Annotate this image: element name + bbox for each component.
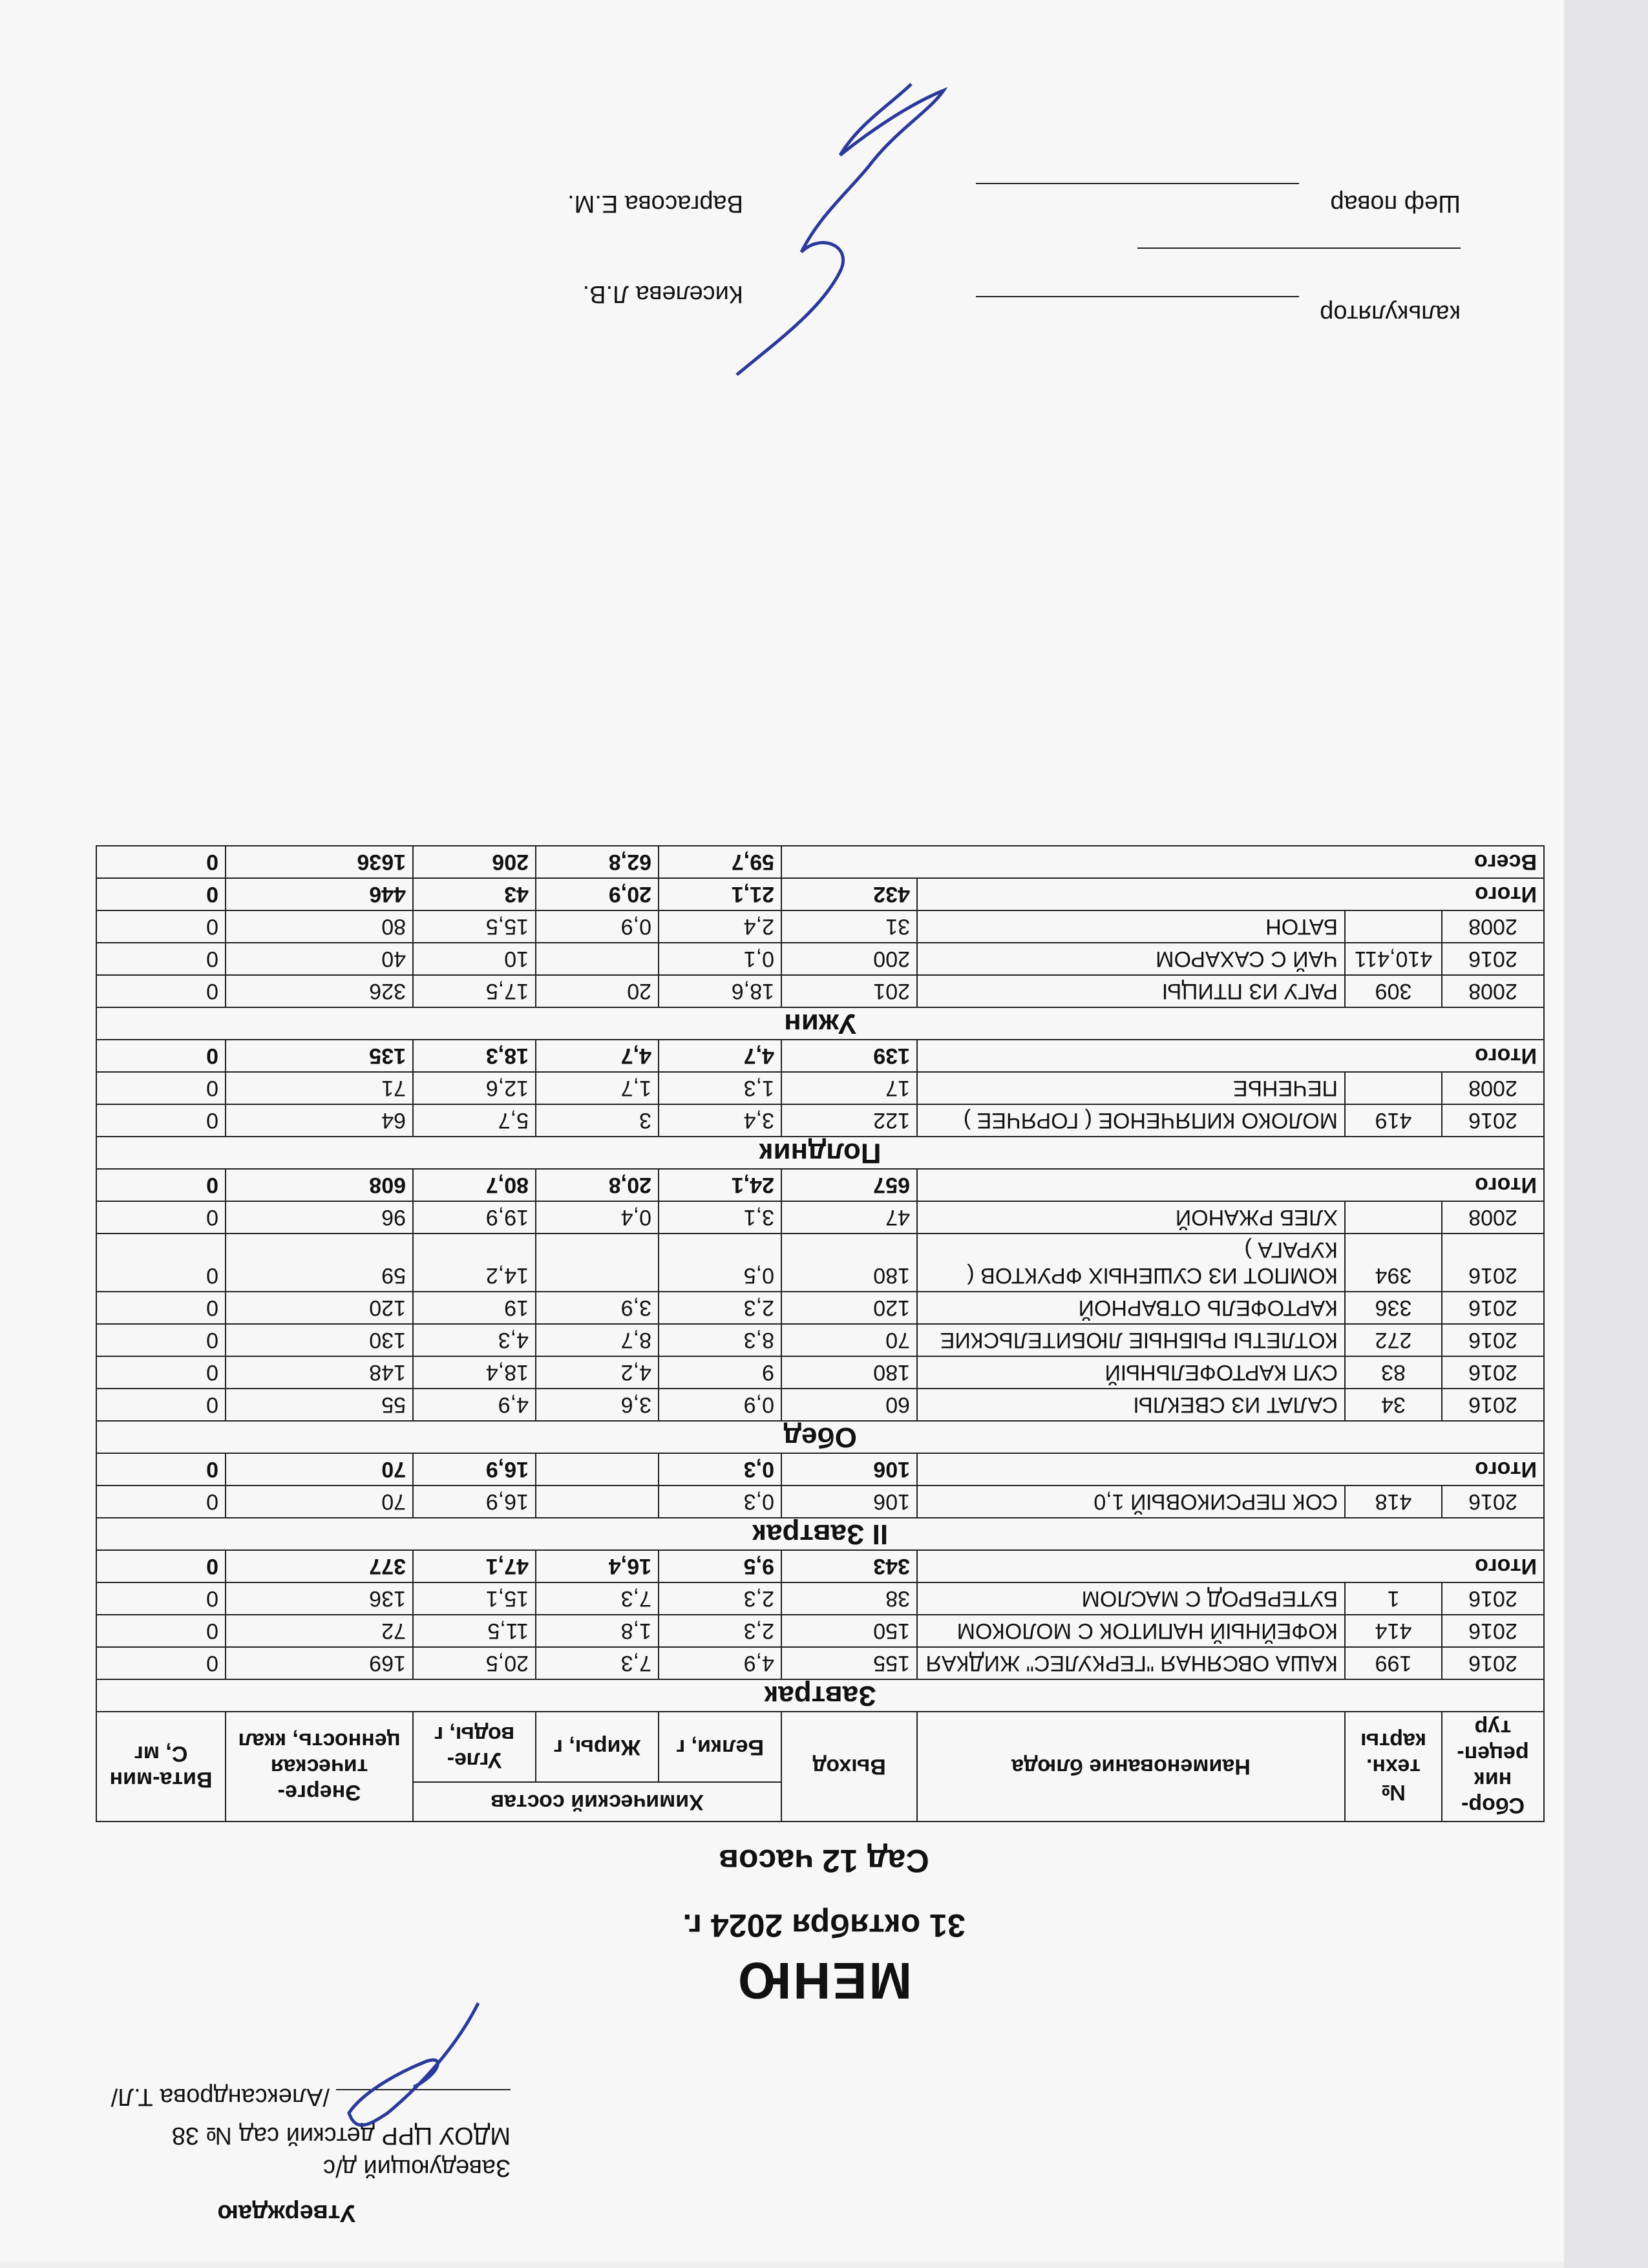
cell-output: 47 (781, 1201, 917, 1234)
cell-protein: 3,4 (659, 1104, 781, 1137)
cell-dish: ЧАЙ С САХАРОМ (917, 943, 1345, 975)
menu-table (96, 845, 1545, 1822)
cell-collection: 2008 (1442, 910, 1544, 943)
total-fat (536, 1453, 659, 1486)
cell-collection: 2016 (1442, 1104, 1544, 1137)
approval-organization: МДОУ ЦРР детский сад № 38 (171, 2122, 511, 2149)
cell-fat: 0,4 (536, 1201, 659, 1234)
total-vitamin: 0 (96, 1550, 226, 1582)
cell-collection: 2008 (1442, 1201, 1544, 1234)
header-dish: Наименование блюда (917, 1712, 1345, 1822)
cell-output: 60 (781, 1389, 917, 1421)
cell-carbs: 10 (413, 943, 536, 975)
cell-vitamin: 0 (96, 1356, 226, 1389)
grand-total-fat: 62,8 (536, 846, 659, 878)
section-title: Завтрак (96, 1679, 1544, 1712)
header-carbs: Угле-воды, г (413, 1712, 536, 1782)
total-carbs: 16,9 (413, 1453, 536, 1486)
cell-vitamin: 0 (96, 1582, 226, 1615)
total-output: 139 (781, 1040, 917, 1072)
cell-vitamin: 0 (96, 1486, 226, 1518)
total-carbs: 47,1 (413, 1550, 536, 1582)
cell-carbs: 20,5 (413, 1647, 536, 1679)
cell-dish: КОТЛЕТЫ РЫБНЫЕ ЛЮБИТЕЛЬСКИЕ (917, 1324, 1345, 1356)
cell-carbs: 18,4 (413, 1356, 536, 1389)
table-row (96, 1389, 1544, 1421)
total-protein: 0,3 (659, 1453, 781, 1486)
cell-carbs: 11,5 (413, 1615, 536, 1647)
total-label: Итого (917, 878, 1544, 910)
cell-vitamin: 0 (96, 975, 226, 1007)
cell-collection: 2016 (1442, 1486, 1544, 1518)
cell-dish: КАРТОФЕЛЬ ОТВАРНОЙ (917, 1292, 1345, 1324)
cell-carbs: 17,5 (413, 975, 536, 1007)
cell-protein: 2,3 (659, 1615, 781, 1647)
cell-dish: РАГУ ИЗ ПТИЦЫ (917, 975, 1345, 1007)
cell-fat: 0,9 (536, 910, 659, 943)
cell-collection: 2016 (1442, 1324, 1544, 1356)
cell-collection: 2016 (1442, 1615, 1544, 1647)
header-energy: Энерге-тическая ценность, ккал (226, 1712, 413, 1822)
cell-output: 122 (781, 1104, 917, 1137)
cell-fat: 3,9 (536, 1292, 659, 1324)
cell-collection: 2016 (1442, 943, 1544, 975)
cell-protein: 0,1 (659, 943, 781, 975)
cell-card: 199 (1345, 1647, 1442, 1679)
cell-carbs: 5,7 (413, 1104, 536, 1137)
header-fat: Жиры, г (536, 1712, 659, 1782)
document-date: 31 октября 2024 г. (682, 1907, 966, 1944)
table-row (96, 1104, 1544, 1137)
total-carbs: 80,7 (413, 1169, 536, 1201)
total-fat: 16,4 (536, 1550, 659, 1582)
cell-carbs: 19,9 (413, 1201, 536, 1234)
calculator-label: калькулятор (1320, 300, 1461, 327)
cell-protein: 8,3 (659, 1324, 781, 1356)
cell-output: 17 (781, 1072, 917, 1104)
total-carbs: 43 (413, 878, 536, 910)
grand-total-row (96, 846, 1544, 878)
cell-carbs: 14,2 (413, 1234, 536, 1292)
cell-vitamin: 0 (96, 1104, 226, 1137)
calculator-name: Киселева Л.В. (582, 280, 743, 308)
total-output: 106 (781, 1453, 917, 1486)
cell-energy: 55 (226, 1389, 413, 1421)
table-row (96, 975, 1544, 1007)
cell-output: 180 (781, 1234, 917, 1292)
cell-dish: БАТОН (917, 910, 1345, 943)
chef-label: Шеф повар (1330, 190, 1461, 217)
cell-collection: 2016 (1442, 1356, 1544, 1389)
cell-card: 34 (1345, 1389, 1442, 1421)
chef-name: Варгасова Е.М. (567, 190, 743, 217)
table-row (96, 1582, 1544, 1615)
cell-protein: 0,5 (659, 1234, 781, 1292)
table-row (96, 1615, 1544, 1647)
header-output: Выход (781, 1712, 917, 1822)
cell-energy: 64 (226, 1104, 413, 1137)
cell-card: 414 (1345, 1615, 1442, 1647)
cell-vitamin: 0 (96, 1292, 226, 1324)
total-label: Итого (917, 1453, 1544, 1486)
cell-energy: 80 (226, 910, 413, 943)
section-row (96, 1679, 1544, 1712)
document-title: МЕНЮ (735, 1952, 913, 2010)
cell-carbs: 15,5 (413, 910, 536, 943)
cell-vitamin: 0 (96, 1201, 226, 1234)
approval-heading: Утверждаю (217, 2200, 355, 2227)
cell-output: 180 (781, 1356, 917, 1389)
cell-output: 31 (781, 910, 917, 943)
cell-carbs: 4,3 (413, 1324, 536, 1356)
section-title: Ужин (96, 1007, 1544, 1040)
cell-output: 70 (781, 1324, 917, 1356)
cell-fat: 7,3 (536, 1647, 659, 1679)
cell-dish: КОФЕЙНЫЙ НАПИТОК С МОЛОКОМ (917, 1615, 1345, 1647)
cell-collection: 2016 (1442, 1647, 1544, 1679)
cell-protein: 2,3 (659, 1582, 781, 1615)
cell-vitamin: 0 (96, 1615, 226, 1647)
total-output: 657 (781, 1169, 917, 1201)
total-fat: 20,9 (536, 878, 659, 910)
chef-signature-line (976, 183, 1299, 184)
total-row (96, 878, 1544, 910)
total-vitamin: 0 (96, 1040, 226, 1072)
cell-output: 200 (781, 943, 917, 975)
cell-dish: МОЛОКО КИПЯЧЕНОЕ ( ГОРЯЧЕЕ ) (917, 1104, 1345, 1137)
table-row (96, 1486, 1544, 1518)
cell-carbs: 4,9 (413, 1389, 536, 1421)
cell-dish: ХЛЕБ РЖАНОЙ (917, 1201, 1345, 1234)
cell-dish: СОК ПЕРСИКОВЫЙ 1,0 (917, 1486, 1345, 1518)
cell-card: 1 (1345, 1582, 1442, 1615)
cell-protein: 3,1 (659, 1201, 781, 1234)
cell-collection: 2016 (1442, 1582, 1544, 1615)
cell-protein: 4,9 (659, 1647, 781, 1679)
table-row (96, 1324, 1544, 1356)
section-row (96, 1007, 1544, 1040)
cell-dish: КОМПОТ ИЗ СУШЕНЫХ ФРУКТОВ ( КУРАГА ) (917, 1234, 1345, 1292)
cell-output: 150 (781, 1615, 917, 1647)
cell-energy: 136 (226, 1582, 413, 1615)
cell-fat: 3 (536, 1104, 659, 1137)
grand-total-vitamin: 0 (96, 846, 226, 878)
cell-carbs: 16,9 (413, 1486, 536, 1518)
total-label: Итого (917, 1169, 1544, 1201)
cell-carbs: 19 (413, 1292, 536, 1324)
total-energy: 608 (226, 1169, 413, 1201)
cell-output: 155 (781, 1647, 917, 1679)
cell-card (1345, 1201, 1442, 1234)
table-row (96, 1201, 1544, 1234)
cell-protein: 2,4 (659, 910, 781, 943)
cell-card: 394 (1345, 1234, 1442, 1292)
cell-protein: 1,3 (659, 1072, 781, 1104)
grand-total-energy: 1636 (226, 846, 413, 878)
cell-card: 410,411 (1345, 943, 1442, 975)
total-energy: 446 (226, 878, 413, 910)
cell-card (1345, 1072, 1442, 1104)
approval-name: /Александрова Т.Л/ (111, 2083, 330, 2110)
cell-vitamin: 0 (96, 943, 226, 975)
cell-card: 336 (1345, 1292, 1442, 1324)
cell-carbs: 12,6 (413, 1072, 536, 1104)
cell-energy: 96 (226, 1201, 413, 1234)
header-protein: Белки, г (659, 1712, 781, 1782)
cell-collection: 2016 (1442, 1234, 1544, 1292)
cell-energy: 40 (226, 943, 413, 975)
cell-dish: КАША ОВСЯНАЯ "ГЕРКУЛЕС" ЖИДКАЯ (917, 1647, 1345, 1679)
menu-table-body (96, 846, 1544, 1712)
total-carbs: 18,3 (413, 1040, 536, 1072)
total-vitamin: 0 (96, 878, 226, 910)
cell-fat: 20 (536, 975, 659, 1007)
grand-total-carbs: 206 (413, 846, 536, 878)
cell-output: 120 (781, 1292, 917, 1324)
header-card: № техн. карты (1345, 1712, 1442, 1822)
cell-fat: 7,3 (536, 1582, 659, 1615)
cell-dish: САЛАТ ИЗ СВЕКЛЫ (917, 1389, 1345, 1421)
section-row (96, 1137, 1544, 1169)
header-vitamin: Вита-мин С, мг (96, 1712, 226, 1822)
grand-total-label: Всего (781, 846, 1544, 878)
section-row (96, 1421, 1544, 1453)
section-title: Полдник (96, 1137, 1544, 1169)
cell-vitamin: 0 (96, 1389, 226, 1421)
cell-collection: 2008 (1442, 1072, 1544, 1104)
total-fat: 4,7 (536, 1040, 659, 1072)
calculator-signature (724, 78, 969, 381)
cell-energy: 169 (226, 1647, 413, 1679)
total-vitamin: 0 (96, 1169, 226, 1201)
total-output: 432 (781, 878, 917, 910)
cell-protein: 0,9 (659, 1389, 781, 1421)
cell-vitamin: 0 (96, 1647, 226, 1679)
cell-protein: 0,3 (659, 1486, 781, 1518)
cell-energy: 71 (226, 1072, 413, 1104)
total-row (96, 1040, 1544, 1072)
cell-energy: 120 (226, 1292, 413, 1324)
cell-card: 309 (1345, 975, 1442, 1007)
section-title: II Завтрак (96, 1518, 1544, 1550)
approval-signature (336, 1997, 485, 2152)
approval-position: Заведующий д/с (323, 2154, 511, 2181)
cell-energy: 326 (226, 975, 413, 1007)
total-energy: 135 (226, 1040, 413, 1072)
cell-energy: 130 (226, 1324, 413, 1356)
cell-collection: 2016 (1442, 1292, 1544, 1324)
cell-card: 272 (1345, 1324, 1442, 1356)
table-row (96, 1356, 1544, 1389)
cell-fat: 1,7 (536, 1072, 659, 1104)
grand-total-protein: 59,7 (659, 846, 781, 878)
cell-protein: 18,6 (659, 975, 781, 1007)
total-vitamin: 0 (96, 1453, 226, 1486)
table-row (96, 1234, 1544, 1292)
cell-output: 201 (781, 975, 917, 1007)
cell-fat: 1,8 (536, 1615, 659, 1647)
cell-output: 106 (781, 1486, 917, 1518)
cell-energy: 72 (226, 1615, 413, 1647)
cell-fat (536, 1486, 659, 1518)
total-protein: 4,7 (659, 1040, 781, 1072)
table-row (96, 910, 1544, 943)
header-collection: Сбор-ник рецеп-тур (1442, 1712, 1544, 1822)
cell-dish: БУТЕРБРОД С МАСЛОМ (917, 1582, 1345, 1615)
total-output: 343 (781, 1550, 917, 1582)
cell-dish: СУП КАРТОФЕЛЬНЫЙ (917, 1356, 1345, 1389)
cell-energy: 70 (226, 1486, 413, 1518)
calculator-underline (1137, 247, 1461, 249)
cell-carbs: 15,1 (413, 1582, 536, 1615)
calculator-signature-line (976, 296, 1299, 297)
cell-vitamin: 0 (96, 910, 226, 943)
table-row (96, 1072, 1544, 1104)
header-chem: Химический состав (413, 1782, 781, 1822)
cell-vitamin: 0 (96, 1324, 226, 1356)
cell-energy: 148 (226, 1356, 413, 1389)
cell-protein: 9 (659, 1356, 781, 1389)
total-label: Итого (917, 1040, 1544, 1072)
total-label: Итого (917, 1550, 1544, 1582)
cell-energy: 59 (226, 1234, 413, 1292)
cell-fat (536, 943, 659, 975)
cell-fat: 4,2 (536, 1356, 659, 1389)
total-protein: 21,1 (659, 878, 781, 910)
total-fat: 20,8 (536, 1169, 659, 1201)
table-row (96, 1292, 1544, 1324)
section-row (96, 1518, 1544, 1550)
cell-card: 83 (1345, 1356, 1442, 1389)
cell-vitamin: 0 (96, 1072, 226, 1104)
total-row (96, 1453, 1544, 1486)
cell-protein: 2,3 (659, 1292, 781, 1324)
cell-collection: 2008 (1442, 975, 1544, 1007)
total-row (96, 1169, 1544, 1201)
cell-fat: 8,7 (536, 1324, 659, 1356)
cell-dish: ПЕЧЕНЬЕ (917, 1072, 1345, 1104)
section-title: Обед (96, 1421, 1544, 1453)
cell-vitamin: 0 (96, 1234, 226, 1292)
cell-collection: 2016 (1442, 1389, 1544, 1421)
cell-output: 38 (781, 1582, 917, 1615)
total-row (96, 1550, 1544, 1582)
total-protein: 24,1 (659, 1169, 781, 1201)
total-protein: 9,5 (659, 1550, 781, 1582)
cell-fat (536, 1234, 659, 1292)
document-subtitle: Сад 12 часов (719, 1843, 929, 1879)
total-energy: 70 (226, 1453, 413, 1486)
cell-card: 419 (1345, 1104, 1442, 1137)
cell-card: 418 (1345, 1486, 1442, 1518)
table-row (96, 943, 1544, 975)
cell-card (1345, 910, 1442, 943)
table-row (96, 1647, 1544, 1679)
cell-fat: 3,6 (536, 1389, 659, 1421)
total-energy: 377 (226, 1550, 413, 1582)
